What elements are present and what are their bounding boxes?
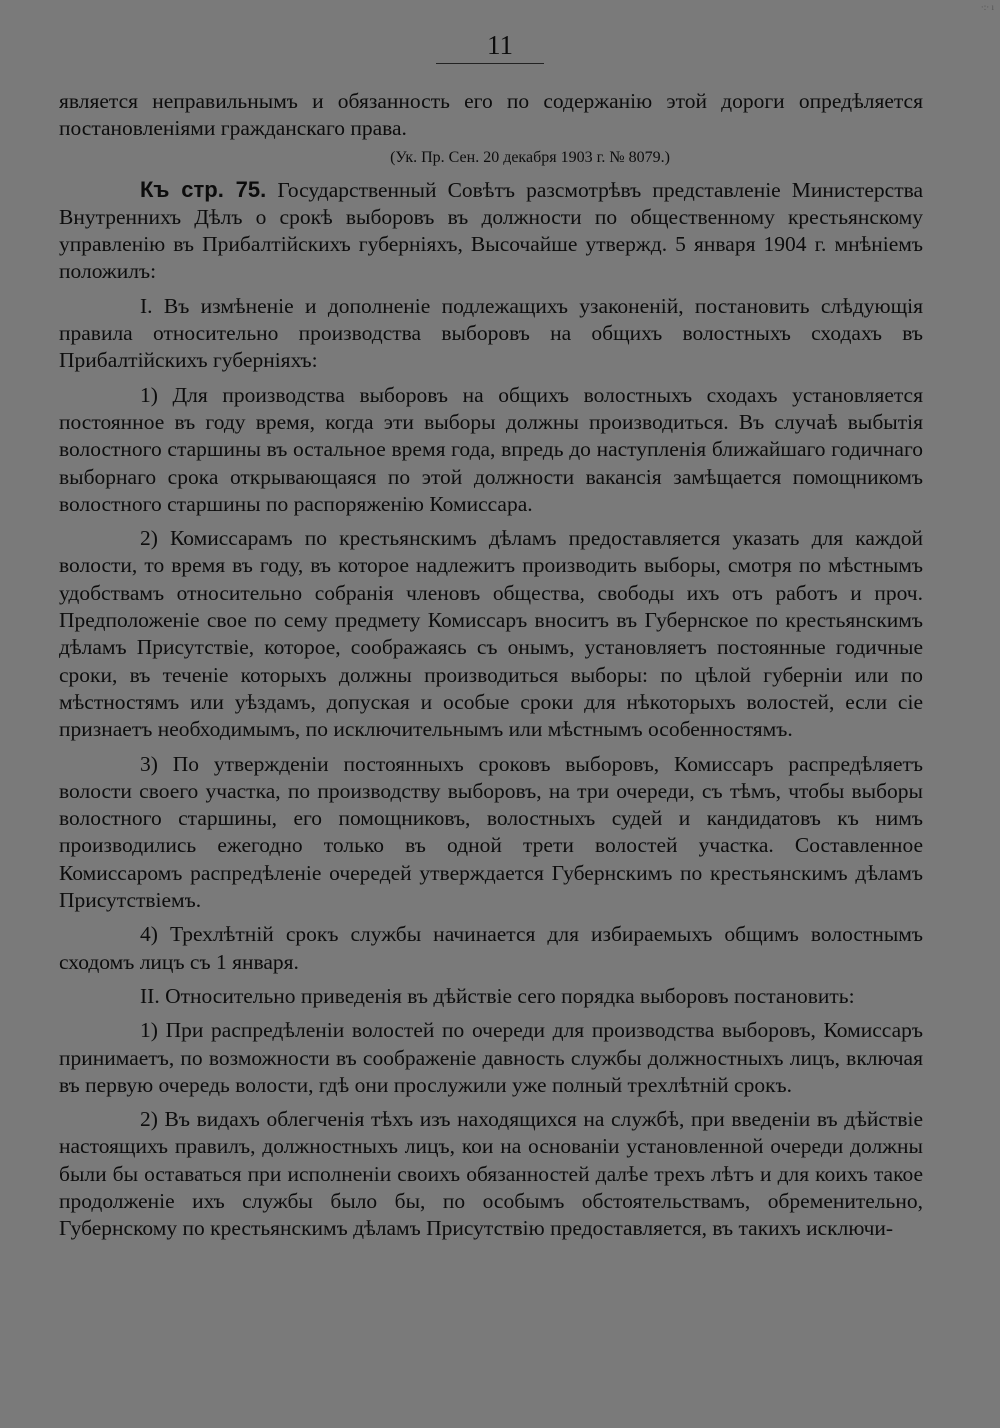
section-heading: Къ стр. 75.: [140, 176, 267, 202]
page-body: [59, 88, 923, 1243]
page-number: 11: [487, 30, 513, 60]
paragraph-section-75: [59, 176, 923, 286]
section-intro: Государственный Совѣтъ разсмотрѣвъ представленіе Министерства Внутреннихъ Дѣлъ о срокѣ выборовъ въ должности по общественному крестьянскому управленію въ Прибалтійскихъ губерніяхъ, Высочайше утвержд. 5 января 1904 г. мнѣніемъ положилъ:: [59, 177, 923, 284]
paragraph-continuation: является неправильнымъ и обязанность его по содержанію этой дороги опредѣляется постановленіями гражданскаго права.: [59, 89, 923, 141]
paragraph-item-3: 3) По утвержденіи постоянныхъ сроковъ выборовъ, Комиссаръ распредѣляетъ волости своего участка, по производству выборовъ, на три очереди, съ тѣмъ, чтобы выборы волостного старшины, его помощниковъ, волостныхъ судей и кандидатовъ къ нимъ производились ежегодно только въ одной трети волостей участка. Составленное Комиссаромъ распредѣленіе очередей утверждается Губернскимъ по крестьянскимъ дѣламъ Присутствіемъ.: [59, 751, 923, 913]
paragraph-part-2: II. Относительно приведенія въ дѣйствіе сего порядка выборовъ постановить:: [140, 983, 855, 1008]
paragraph-item-1: 1) Для производства выборовъ на общихъ волостныхъ сходахъ установляется постоянное въ году время, когда эти выборы должны производиться. Въ случаѣ выбытія волостного старшины въ остальное время года, впредь до наступленія ближайшаго годичнаго выборнаго срока открывающаяся по этой должности вакансія замѣщается помощникомъ волостного старшины по распоряженію Комиссара.: [59, 382, 923, 516]
paragraph-part-2-item-1: 1) При распредѣленіи волостей по очереди для производства выборовъ, Комиссаръ принимаетъ, по возможности въ соображеніе давность службы должностныхъ лицъ, включая въ первую очередь волости, гдѣ они прослужили уже полный трехлѣтній срокъ.: [59, 1018, 923, 1097]
paragraph-item-2: 2) Комиссарамъ по крестьянскимъ дѣламъ предоставляется указать для каждой волости, то время въ году, въ которое надлежитъ производить выборы, смотря по мѣстнымъ удобствамъ относительно собранія членовъ общества, свободы ихъ отъ работъ и проч. Предположеніе свое по сему предмету Комиссаръ вноситъ въ Губернское по крестьянскимъ дѣламъ Присутствіе, которое, соображаясь съ онымъ, установляетъ постоянные годичные сроки, въ теченіе которыхъ должны производиться выборы: по цѣлой губерніи или по мѣстностямъ или уѣздамъ, допуская и особые сроки для нѣкоторыхъ волостей, если сіе признаетъ необходимымъ, по исключительнымъ или мѣстнымъ особенностямъ.: [59, 526, 923, 742]
corner-mark: ·:· ı: [980, 2, 994, 12]
page-number-underline: [436, 63, 544, 64]
paragraph-part-2-item-2: 2) Въ видахъ облегченія тѣхъ изъ находящихся на службѣ, при введеніи въ дѣйствіе настоящихъ правилъ, должностныхъ лицъ, кои на основаніи установленной очереди должны были бы оставаться при исполненіи своихъ обязанностей далѣе трехъ лѣтъ и для коихъ такое продолженіе ихъ службы было бы, по особымъ обстоятельствамъ, обременительно, Губернскому по крестьянскимъ дѣламъ Присутствію предоставляется, въ такихъ исключи-: [59, 1107, 923, 1241]
paragraph-item-4: 4) Трехлѣтній срокъ службы начинается для избираемыхъ общимъ волостнымъ сходомъ лицъ съ 1 января.: [59, 922, 923, 974]
citation: (Ук. Пр. Сен. 20 декабря 1903 г. № 8079.): [390, 148, 670, 166]
paragraph-part-1: I. Въ измѣненіе и дополненіе подлежащихъ узаконеній, постановить слѣдующія правила относительно производства выборовъ на общихъ волостныхъ сходахъ въ Прибалтійскихъ губерніяхъ:: [59, 293, 923, 373]
